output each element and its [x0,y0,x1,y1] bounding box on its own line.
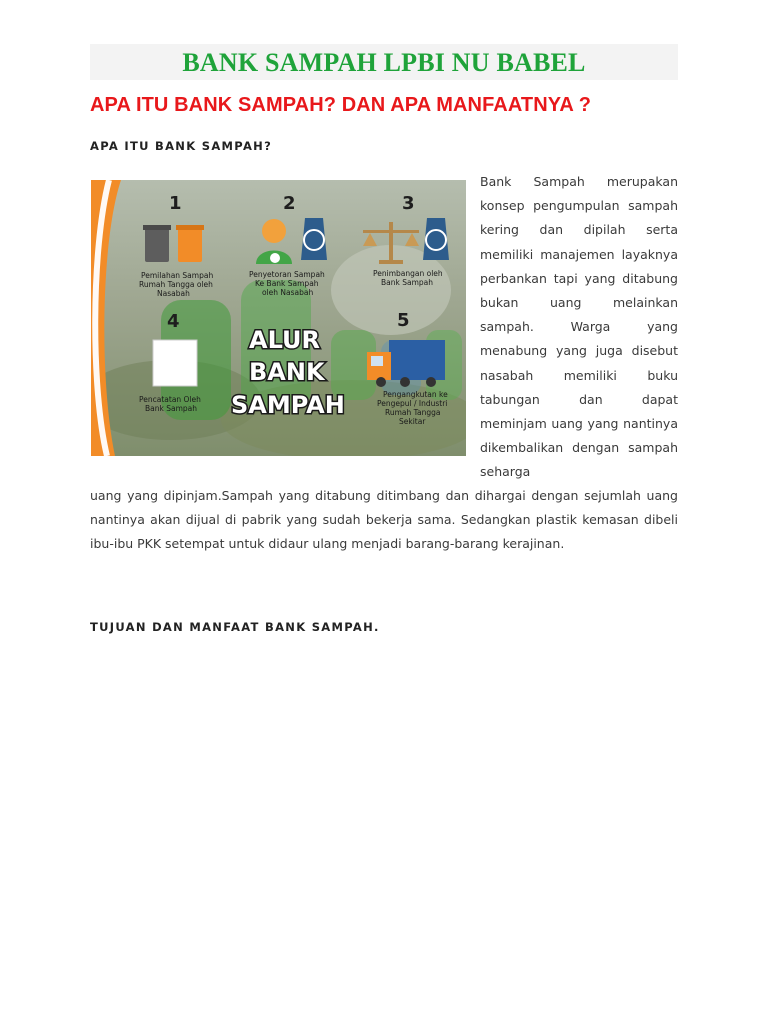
svg-text:5: 5 [397,310,410,331]
paragraph-side: Bank Sampah merupakan konsep pengumpulan sampah kering dan dipilah serta memiliki manajemen layaknya perbankan tapi yang ditabung bukan uang melainkan sampah. Warga yang menabung yang juga disebut nasabah memiliki buku tabungan dan dapat meminjam uang yang nantinya dikembalikan dengan sampah seharga [480,174,678,480]
main-heading: APA ITU BANK SAMPAH? DAN APA MANFAATNYA ? [90,94,592,116]
svg-text:Rumah Tangga oleh: Rumah Tangga oleh [139,280,213,289]
document-title: BANK SAMPAH LPBI NU BABEL [182,48,586,77]
svg-text:Pemilahan Sampah: Pemilahan Sampah [141,271,214,280]
svg-text:Nasabah: Nasabah [157,289,190,298]
svg-text:BANK: BANK [249,358,325,386]
svg-text:Penyetoran Sampah: Penyetoran Sampah [249,270,325,279]
svg-text:Penimbangan oleh: Penimbangan oleh [373,269,443,278]
svg-text:ALUR: ALUR [249,326,320,354]
svg-text:Ke Bank Sampah: Ke Bank Sampah [255,279,319,288]
svg-text:1: 1 [169,193,182,214]
svg-text:Pencatatan Oleh: Pencatatan Oleh [139,395,201,404]
section-heading-goals: TUJUAN DAN MANFAAT BANK SAMPAH. [90,620,380,634]
section-heading-what-is: APA ITU BANK SAMPAH? [90,139,273,153]
svg-text:oleh Nasabah: oleh Nasabah [262,288,314,297]
svg-text:Bank Sampah: Bank Sampah [145,404,197,413]
svg-text:Bank Sampah: Bank Sampah [381,278,433,287]
svg-text:4: 4 [167,311,180,332]
svg-text:Rumah Tangga: Rumah Tangga [385,408,441,417]
svg-text:SAMPAH: SAMPAH [231,391,345,419]
svg-text:Pengepul / Industri: Pengepul / Industri [377,399,448,408]
svg-text:2: 2 [283,193,296,214]
svg-text:3: 3 [402,193,415,214]
svg-text:Sekitar: Sekitar [399,417,426,426]
infographic-image [91,180,466,456]
svg-text:Pengangkutan ke: Pengangkutan ke [383,390,448,399]
paragraph-full: uang yang dipinjam.Sampah yang ditabung ditimbang dan dihargai dengan sejumlah uang nantinya akan dijual di pabrik yang sudah bekerja sama. Sedangkan plastik kemasan dibeli ibu-ibu PKK setempat untuk didaur ulang menjadi barang-barang kerajinan. [90,488,678,552]
